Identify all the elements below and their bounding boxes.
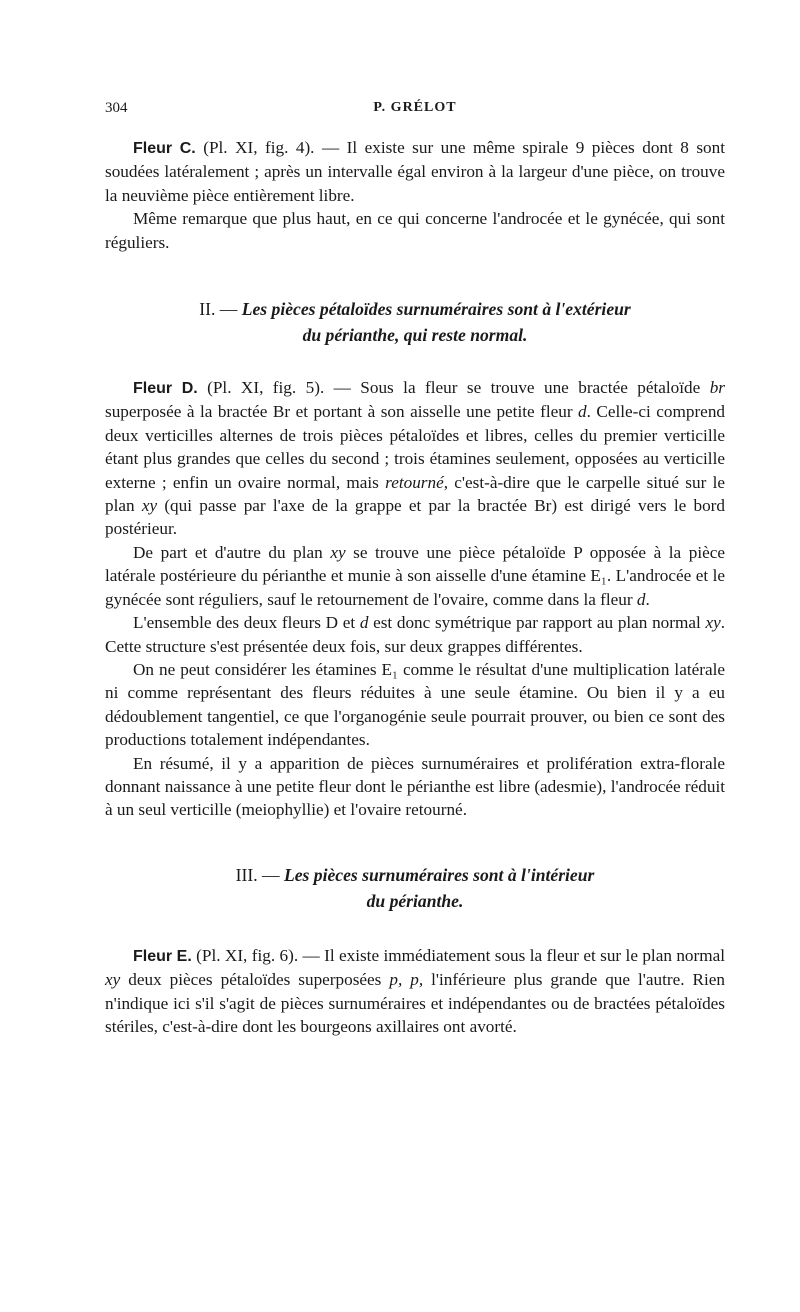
text-run: se trouve une pièce pétaloïde P opposée à la pièce latérale postérieure du périanthe et munie à son aisselle d'une étamine E₁. L'androcée et le gynécée sont réguliers, sauf le retournement de l'ovaire, comme dans la fleur (105, 542, 725, 609)
section-iii-title-line1: Les pièces surnuméraires sont à l'intérieur (284, 864, 595, 885)
paragraph-fleur-c-remark: Même remarque que plus haut, en ce qui concerne l'androcée et le gynécée, qui sont réguliers. (105, 209, 725, 252)
text-run: . Celle-ci comprend deux verticilles alternes de trois pièces pétaloïdes et libres, celles du premier verticille étant plus grandes que celles du second ; trois étamines seulement, opposées au verticille externe ; enfin un ovaire normal, mais (105, 402, 726, 492)
italic-run: d (359, 613, 369, 633)
text-run: . (645, 589, 650, 609)
section-ii-numeral: II. — (199, 299, 238, 320)
section-heading-ii (105, 296, 725, 348)
italic-run: d (578, 402, 587, 422)
text-run: superposée à la bractée Br et portant à son aisselle une petite fleur (105, 402, 579, 422)
text-run: L'ensemble des deux fleurs D et (133, 613, 360, 633)
text-run: Sous la fleur se trouve une bractée pétaloïde (350, 378, 710, 398)
paragraph-summary: En résumé, il y a apparition de pièces surnuméraires et prolifération extra-florale donnant naissance à une petite fleur dont le périanthe est libre (adesmie), l'androcée réduit à un seul verticille (meiophyllie) et l'ovaire retourné. (105, 753, 725, 820)
paragraph-fleur-d (105, 376, 725, 541)
section-iii-title-line2: du périanthe. (366, 890, 464, 911)
section-iii-numeral: III. — (235, 864, 280, 885)
italic-run: xy (141, 496, 158, 516)
text-run: Il existe immédiatement sous la fleur et sur le plan normal (319, 945, 725, 965)
section-heading-iii (105, 862, 725, 914)
italic-run: d (636, 589, 646, 609)
fleur-c-ref: (Pl. XI, fig. 4). — (203, 138, 340, 157)
running-title: P. GRÉLOT (373, 100, 457, 115)
italic-run: xy (330, 542, 346, 562)
text-run: est donc symétrique par rapport au plan normal (368, 613, 706, 633)
italic-run: br (709, 378, 725, 398)
italic-run: retourné (385, 472, 444, 492)
text-run: deux pièces pétaloïdes superposées (120, 970, 390, 990)
paragraph-fleur-d-2 (105, 541, 725, 611)
fleur-e-ref: (Pl. XI, fig. 6). — (196, 945, 320, 965)
italic-run: xy (105, 970, 121, 990)
text-run: l'inférieure plus grande que l'autre. Rien n'indique ici s'il s'agit de pièces surnuméraires et indépendantes ou de bractées pétaloïdes stériles, c'est-à-dire dont les bourgeons axillaires ont avorté. (105, 970, 725, 1036)
fleur-e-label: Fleur E. (133, 947, 192, 965)
paragraph-fleur-d-4: On ne peut considérer les étamines E₁ comme le résultat d'une multiplication latérale ni comme représentant des fleurs réduites à une seule étamine. Ou bien il y a eu dédoublement tangentiel, ce que l'organogénie seule pourrait prouver, ou bien ce sont des productions totalement indépendantes. (105, 659, 725, 750)
text-run: De part et d'autre du plan (133, 542, 331, 562)
page-number: 304 (105, 100, 128, 116)
section-ii-title-line2: du périanthe, qui reste normal. (302, 325, 528, 346)
paragraph-fleur-e (105, 944, 725, 1039)
page (105, 96, 725, 1038)
text-run: . Cette structure s'est présentée deux fois, sur deux grappes différentes. (105, 613, 725, 656)
italic-run: xy (705, 613, 721, 633)
italic-run: p, p, (389, 970, 424, 990)
fleur-d-label: Fleur D. (133, 380, 198, 398)
fleur-d-ref: (Pl. XI, fig. 5). — (207, 378, 351, 398)
paragraph-fleur-d-3 (105, 611, 725, 658)
paragraph-fleur-c (105, 136, 725, 207)
text-run: , c'est-à-dire que le carpelle situé sur le plan (105, 472, 725, 516)
fleur-c-label: Fleur C. (133, 140, 196, 157)
section-ii-title-line1: Les pièces pétaloïdes surnuméraires sont à l'extérieur (241, 299, 631, 320)
running-head (105, 96, 725, 124)
text-run: (qui passe par l'axe de la grappe et par la bractée Br) est dirigé vers le bord postérieur. (105, 496, 725, 539)
fleur-c-text: Il existe sur une même spirale 9 pièces dont 8 sont soudées latéralement ; après un intervalle égal environ à la largeur d'une pièce, on trouve la neuvième pièce entièrement libre. (105, 138, 725, 205)
